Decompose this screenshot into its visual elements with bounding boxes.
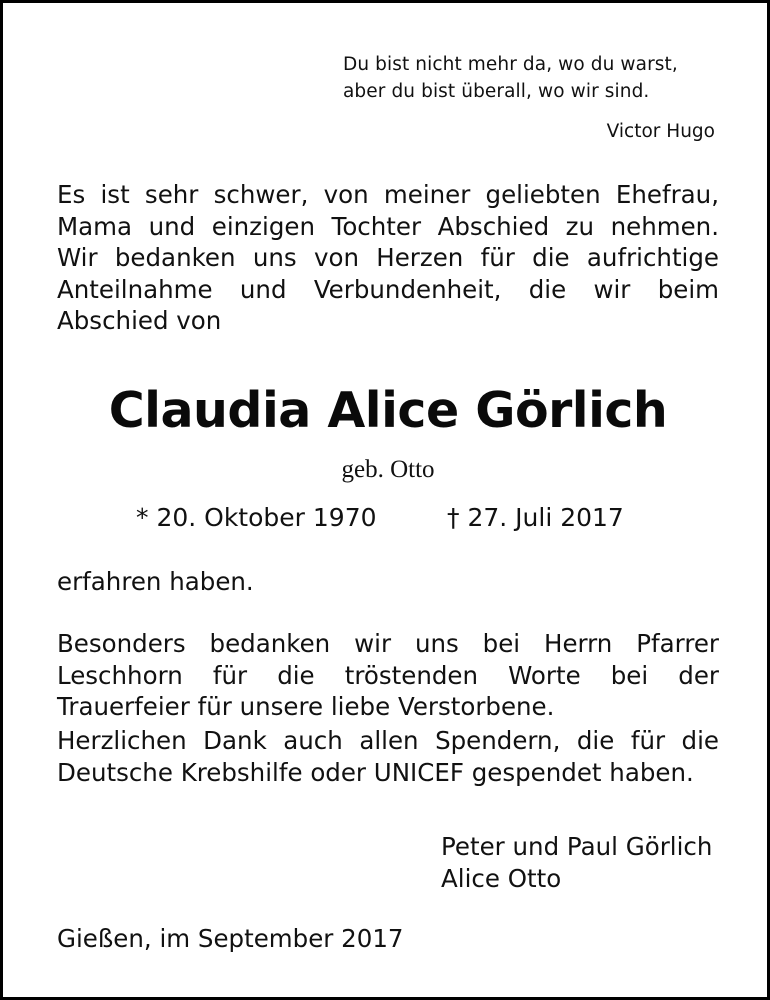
motto-line: Du bist nicht mehr da, wo du warst, [343,54,678,75]
donation-thanks-line: Herzlichen Dank auch allen Spendern, die für die [57,726,719,755]
thanks-line: Leschhorn für die tröstenden Worte bei der [57,660,719,690]
motto-line: aber du bist überall, wo wir sind. [343,81,650,102]
deceased-name: Claudia Alice Görlich [108,382,668,439]
thanks-line: Trauerfeier für unsere liebe Verstorbene. [57,692,555,721]
motto-author: Victor Hugo [606,121,715,142]
intro-line: Es ist sehr schwer, von meiner geliebten Ehefrau, [57,180,719,209]
maiden-name: geb. Otto [341,456,435,483]
birth-date: * 20. Oktober 1970 [136,503,377,532]
intro-line: Mama und einzigen Tochter Abschied zu nehmen. [57,211,719,241]
death-date: † 27. Juli 2017 [447,503,624,532]
intro-line: Anteilnahme und Verbundenheit, die wir beim [57,274,719,304]
motto-quote [343,51,723,105]
signer-name: Peter und Paul Görlich [441,832,713,861]
intro-line: Wir bedanken uns von Herzen für die aufrichtige [57,243,719,272]
intro-line: Abschied von [57,306,222,335]
thanks-line: Besonders bedanken wir uns bei Herrn Pfarrer [57,629,719,658]
after-name-text: erfahren haben. [57,567,254,596]
signer-name: Alice Otto [441,864,562,893]
donation-thanks-line: Deutsche Krebshilfe oder UNICEF gespendet haben. [57,757,694,787]
place-and-date: Gießen, im September 2017 [57,924,404,953]
signers [441,831,712,895]
intro-paragraph [57,179,719,337]
donation-thanks-paragraph [57,725,719,788]
thanks-paragraph [57,628,719,723]
